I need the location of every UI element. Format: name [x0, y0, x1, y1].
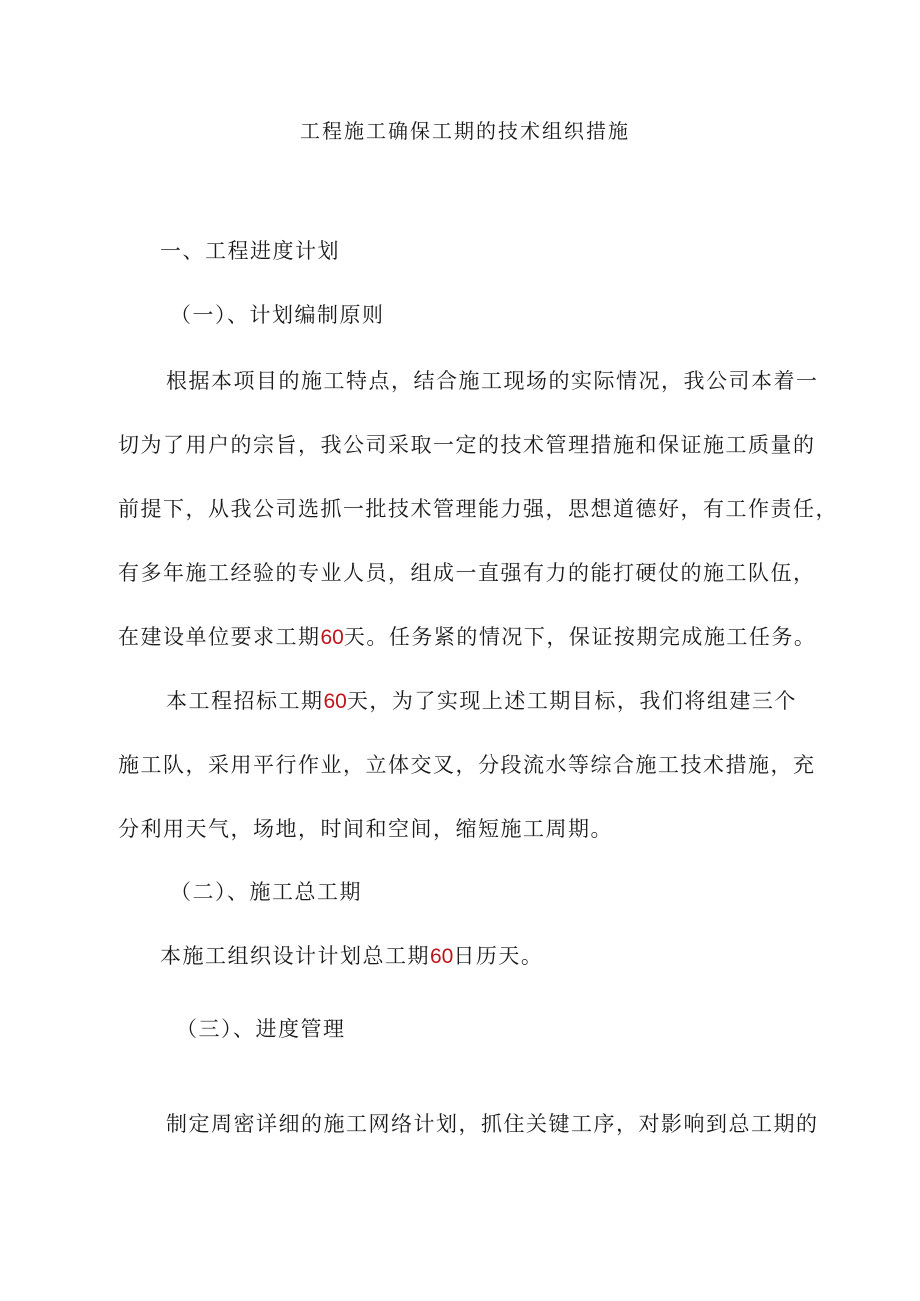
paragraph-total-duration	[160, 941, 543, 972]
subsection-heading-progress-management: （三）、进度管理	[176, 1017, 346, 1041]
paragraph-line: 前提下，从我公司选抓一批技术管理能力强，思想道德好，有工作责任，	[118, 497, 838, 521]
text-segment: 本施工组织设计计划总工期	[160, 944, 430, 968]
duration-number: 60	[320, 626, 344, 649]
document-title: 工程施工确保工期的技术组织措施	[300, 119, 630, 143]
paragraph-line	[166, 686, 797, 717]
text-segment: 天，为了实现上述工期目标，我们将组建三个	[346, 689, 797, 713]
duration-number: 60	[430, 945, 454, 968]
section-heading-progress-plan: 一、工程进度计划	[160, 239, 340, 263]
paragraph-line: 切为了用户的宗旨，我公司采取一定的技术管理措施和保证施工质量的	[118, 433, 816, 457]
paragraph-progress-management: 制定周密详细的施工网络计划，抓住关键工序，对影响到总工期的	[166, 1112, 819, 1136]
text-segment: 日历天。	[453, 944, 544, 968]
text-segment: 本工程招标工期	[166, 689, 324, 713]
paragraph-line	[118, 622, 816, 653]
paragraph-line: 有多年施工经验的专业人员，组成一直强有力的能打硬仗的施工队伍，	[118, 561, 816, 585]
paragraph-line: 施工队，采用平行作业，立体交叉，分段流水等综合施工技术措施，充	[118, 753, 816, 777]
text-segment: 在建设单位要求工期	[118, 625, 321, 649]
subsection-heading-planning-principles: （一）、计划编制原则	[170, 303, 385, 327]
paragraph-line: 根据本项目的施工特点，结合施工现场的实际情况，我公司本着一	[166, 369, 819, 393]
paragraph-line: 分利用天气，场地，时间和空间，缩短施工周期。	[118, 817, 613, 841]
duration-number: 60	[323, 690, 347, 713]
text-segment: 天。任务紧的情况下，保证按期完成施工任务。	[343, 625, 817, 649]
subsection-heading-total-duration: （二）、施工总工期	[170, 880, 362, 904]
